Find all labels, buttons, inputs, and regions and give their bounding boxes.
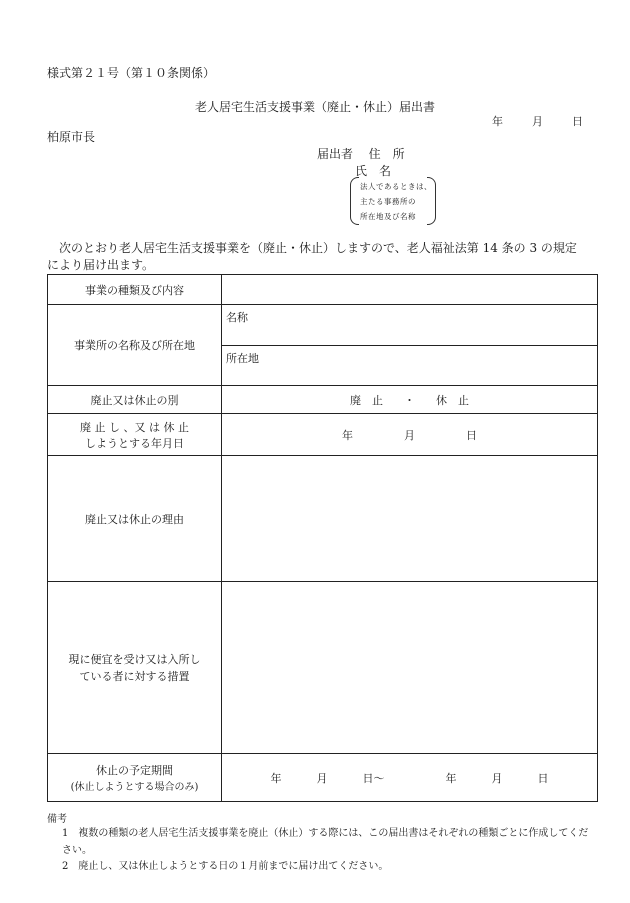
table-row [48,386,598,414]
office-location-label: 所在地 [226,351,259,365]
period-label-line2: (休止しようとする場合のみ) [70,782,199,793]
date-month-label: 月 [532,115,543,128]
date-field[interactable] [222,414,598,456]
applicant-label: 届出者 [317,147,354,161]
left-bracket [350,177,359,225]
option-separator: ・ [404,393,415,407]
notification-table [47,274,598,802]
office-location-field[interactable] [222,346,597,386]
period-from-day: 日～ [362,771,385,785]
date-label [48,414,222,456]
date-label-line2: しようとする年月日 [85,436,184,450]
date-label-line1: 廃 止 し 、又 は 休 止 [80,420,189,434]
corp-note-line: 主たる事務所の [360,197,416,206]
date-year: 年 [342,428,353,442]
corp-note-line: 所在地及び名称 [360,212,416,221]
office-label: 事業所の名称及び所在地 [48,305,222,386]
table-row [48,456,598,582]
corp-note-line: 法人であるときは、 [360,182,432,191]
period-from-month: 月 [316,771,328,785]
table-row [48,582,598,754]
type-label: 廃止又は休止の別 [48,386,222,414]
office-name-label: 名称 [226,311,248,324]
period-to-month: 月 [491,771,503,785]
date-month: 月 [404,428,415,442]
period-to-year: 年 [445,771,457,785]
corporation-note [350,177,436,225]
date-year-label: 年 [492,115,503,128]
table-row [48,275,598,305]
notes-heading: 備考 [47,814,67,825]
option-suspend[interactable]: 休 止 [436,393,469,407]
addressee: 柏原市長 [47,130,96,144]
table-row [48,414,598,456]
document-title: 老人居宅生活支援事業（廃止・休止）届出書 [194,100,435,114]
intro-text: 次のとおり老人居宅生活支援事業を（廃止・休止）しますので、老人福祉法第 14 条の 3 の規定により届け出ます。 [47,241,577,272]
reason-label: 廃止又は休止の理由 [48,456,222,582]
form-number: 様式第２１号（第１０条関係） [47,66,216,80]
business-type-field[interactable] [222,275,598,305]
measures-label-line1: 現に便宜を受け又は入所し [68,652,201,666]
option-abolish[interactable]: 廃 止 [350,393,383,407]
measures-label [48,582,222,754]
office-cell [222,305,598,386]
period-to-day: 日 [537,771,549,785]
note-1: 1 複数の種類の老人居宅生活支援事業を廃止（休止）する際には、この届出書はそれぞれの種類ごとに作成してください。 [62,828,589,856]
business-type-label: 事業の種類及び内容 [48,275,222,305]
table-row [48,754,598,802]
period-field[interactable] [222,754,598,802]
measures-field[interactable] [222,582,598,754]
type-field[interactable] [222,386,598,414]
submission-date [492,113,583,129]
office-name-field[interactable] [222,305,597,346]
table-row [48,305,598,386]
date-day: 日 [466,428,477,442]
name-label: 氏 名 [355,164,392,178]
address-label: 住 所 [368,147,405,161]
note-2: 2 廃止し、又は休止しようとする日の１月前までに届け出てください。 [62,861,389,872]
applicant-address-row [317,145,405,162]
date-day-label: 日 [572,115,583,128]
measures-label-line2: ている者に対する措置 [79,669,190,683]
period-label-line1: 休止の予定期間 [96,764,173,777]
period-from-year: 年 [270,771,282,785]
reason-field[interactable] [222,456,598,582]
period-label [48,754,222,802]
